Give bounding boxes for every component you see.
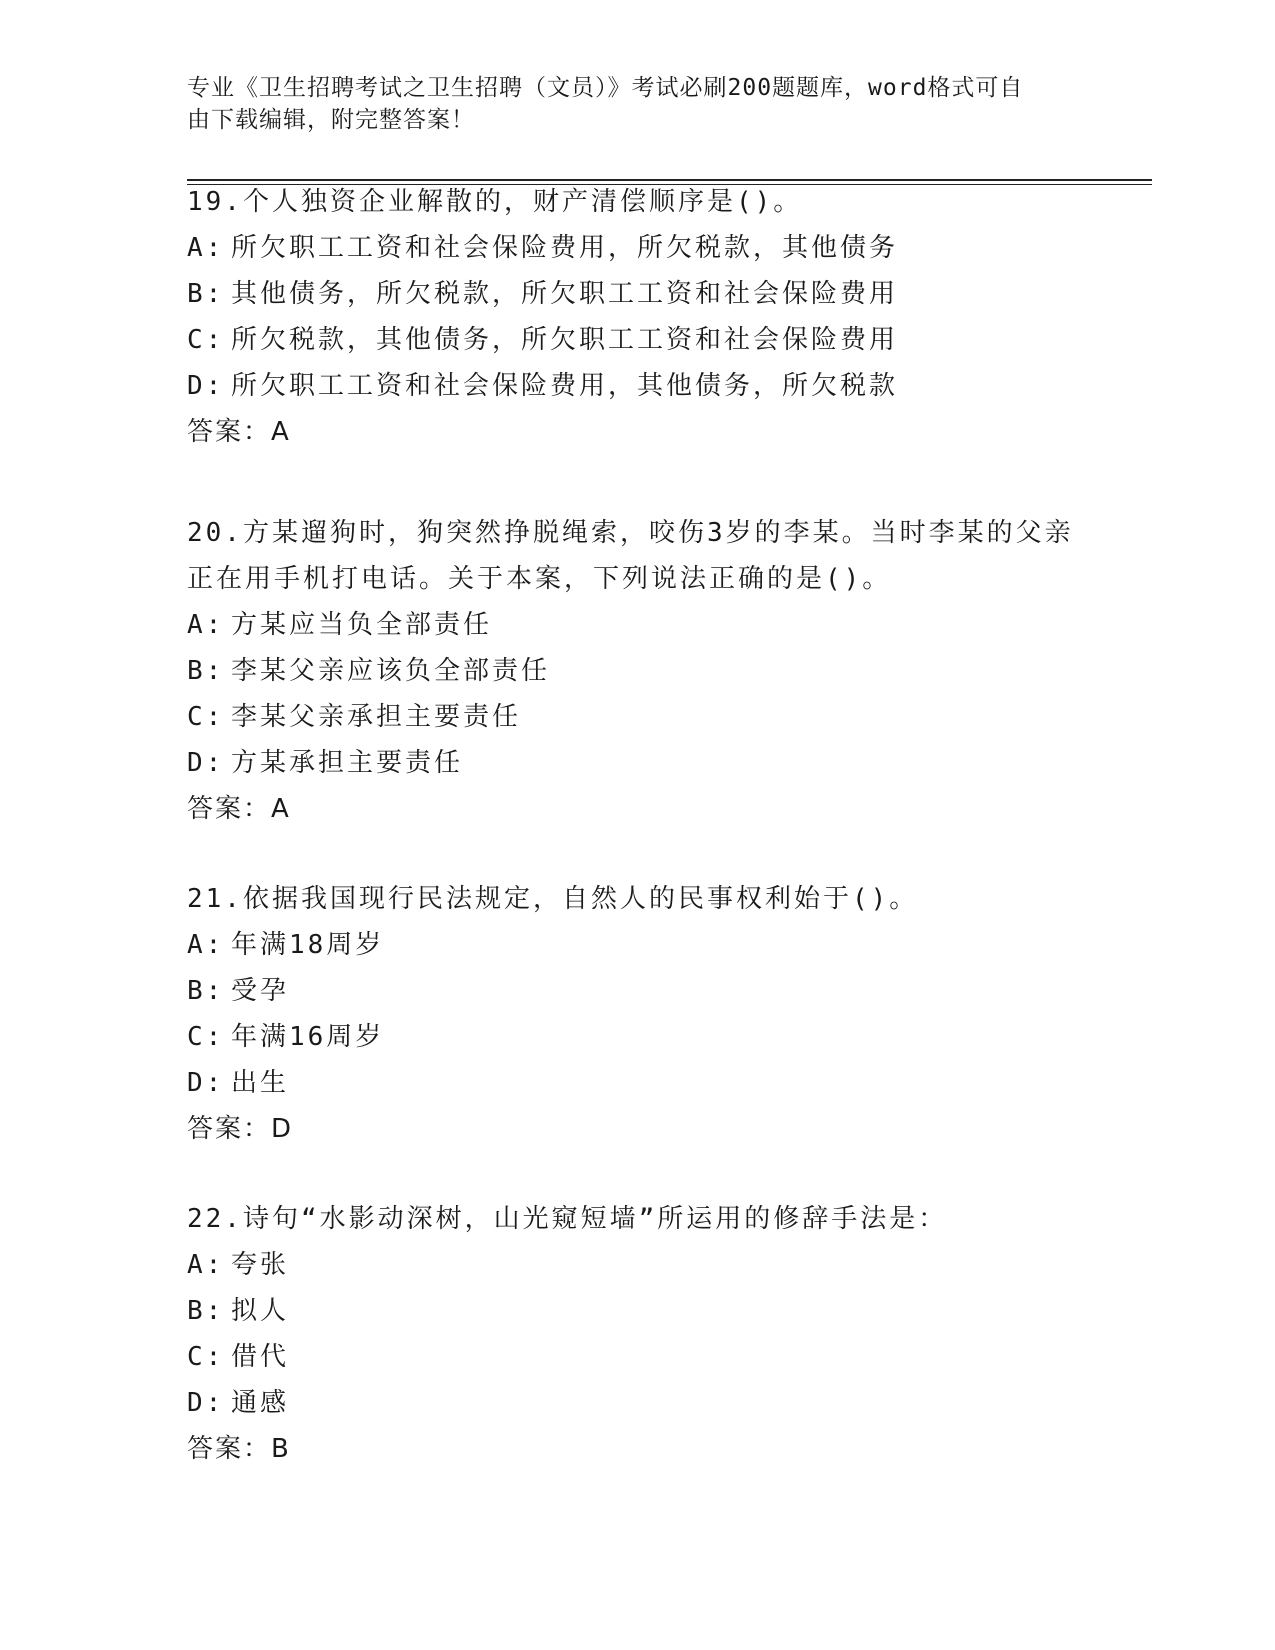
answer: 答案：A xyxy=(187,417,291,447)
option-text: 方某应当负全部责任 xyxy=(231,610,493,640)
option-label: C: xyxy=(187,1342,225,1372)
option-text: 所欠税款，其他债务，所欠职工工资和社会保险费用 xyxy=(231,325,899,355)
question-stem: 20.方某遛狗时，狗突然挣脱绳索，咬伤3岁的李某。当时李某的父亲 xyxy=(187,518,1074,548)
option-label: C: xyxy=(187,1022,225,1052)
option-text: 拟人 xyxy=(231,1296,290,1326)
header-line-1: 专业《卫生招聘考试之卫生招聘（文员）》考试必刷200题题库，word格式可自 xyxy=(187,75,1024,101)
answer: 答案：B xyxy=(187,1434,291,1464)
option-text: 受孕 xyxy=(231,976,290,1006)
option-text: 通感 xyxy=(231,1388,290,1418)
option-label: D: xyxy=(187,371,225,401)
option-d xyxy=(187,363,1107,409)
option-text: 年满18周岁 xyxy=(231,930,385,960)
question-stem: 19.个人独资企业解散的，财产清偿顺序是()。 xyxy=(187,187,803,217)
option-label: D: xyxy=(187,748,225,778)
option-label: A: xyxy=(187,930,225,960)
question-21 xyxy=(187,876,1107,1152)
option-text: 夸张 xyxy=(231,1250,290,1280)
question-stem: 22.诗句“水影动深树，山光窥短墙”所运用的修辞手法是： xyxy=(187,1204,948,1234)
option-text: 李某父亲承担主要责任 xyxy=(231,702,522,732)
question-22 xyxy=(187,1196,1107,1472)
option-a xyxy=(187,922,1107,968)
option-text: 借代 xyxy=(231,1342,290,1372)
question-19 xyxy=(187,179,1107,455)
option-label: B: xyxy=(187,1296,225,1326)
option-label: B: xyxy=(187,279,225,309)
question-20 xyxy=(187,510,1107,832)
option-label: C: xyxy=(187,325,225,355)
document-header xyxy=(187,72,1067,136)
option-a xyxy=(187,225,1107,271)
option-c xyxy=(187,317,1107,363)
answer: 答案：D xyxy=(187,1114,294,1144)
option-text: 李某父亲应该负全部责任 xyxy=(231,656,551,686)
option-d xyxy=(187,740,1107,786)
option-text: 方某承担主要责任 xyxy=(231,748,464,778)
option-label: A: xyxy=(187,1250,225,1280)
option-text: 出生 xyxy=(231,1068,290,1098)
option-label: C: xyxy=(187,702,225,732)
option-label: A: xyxy=(187,233,225,263)
option-label: D: xyxy=(187,1068,225,1098)
option-b xyxy=(187,648,1107,694)
option-c xyxy=(187,694,1107,740)
option-b xyxy=(187,968,1107,1014)
answer: 答案：A xyxy=(187,794,291,824)
option-label: D: xyxy=(187,1388,225,1418)
question-stem-continued: 正在用手机打电话。关于本案，下列说法正确的是()。 xyxy=(187,564,892,594)
option-text: 其他债务，所欠税款，所欠职工工资和社会保险费用 xyxy=(231,279,899,309)
option-label: A: xyxy=(187,610,225,640)
option-text: 所欠职工工资和社会保险费用，其他债务，所欠税款 xyxy=(231,371,899,401)
option-b xyxy=(187,1288,1107,1334)
option-a xyxy=(187,602,1107,648)
option-text: 所欠职工工资和社会保险费用，所欠税款，其他债务 xyxy=(231,233,899,263)
option-c xyxy=(187,1334,1107,1380)
option-label: B: xyxy=(187,976,225,1006)
option-d xyxy=(187,1380,1107,1426)
option-c xyxy=(187,1014,1107,1060)
option-label: B: xyxy=(187,656,225,686)
option-text: 年满16周岁 xyxy=(231,1022,385,1052)
option-a xyxy=(187,1242,1107,1288)
header-line-2: 由下载编辑，附完整答案！ xyxy=(187,107,475,133)
question-stem: 21.依据我国现行民法规定，自然人的民事权利始于()。 xyxy=(187,884,919,914)
option-b xyxy=(187,271,1107,317)
option-d xyxy=(187,1060,1107,1106)
